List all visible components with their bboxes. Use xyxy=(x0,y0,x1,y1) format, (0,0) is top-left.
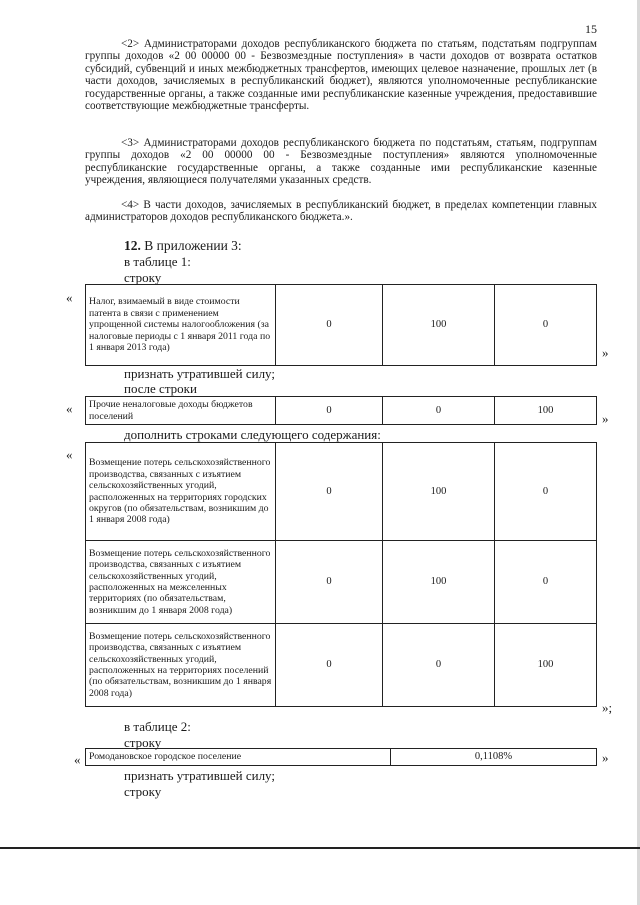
footnote-2: <2> Администраторами доходов республиканского бюджета по статьям, подстатьям подгруппам группы доходов «2 00 00000 00 - Безвозмездные поступления» в части доходов от возврата остатков субсидий, субвенций и иных межбюджетных трансфертов, имеющих целевое назначение, прошлых лет (в части доходов, зачисляемых в республиканский бюджет), являются уполномоченные республиканские государственные органы, а также созданные ими республиканские казенные учреждения, предоставившие соответствующие межбюджетные трансферты. xyxy=(85,38,597,113)
recognize-invalid: признать утратившей силу; xyxy=(124,366,275,381)
close-quote: » xyxy=(602,750,609,765)
page-number: 15 xyxy=(585,22,597,36)
close-quote: » xyxy=(602,345,609,360)
row-label: Ромодановское городское поселение xyxy=(86,749,391,766)
cell-value: 100 xyxy=(383,285,495,366)
table-other-income xyxy=(85,396,597,425)
section-title: В приложении 3: xyxy=(144,238,242,253)
recognize-invalid: признать утратившей силу; xyxy=(124,768,275,783)
row-word: строку xyxy=(124,784,162,799)
footnote-3: <3> Администраторами доходов республиканского бюджета по подстатьям, статьям, подгруппам группы доходов «2 00 00000 00 - Безвозмездные поступления» являются уполномоченные республиканские государственные органы, а также созданные ими республиканские казенные учреждения, являющиеся получателями указанных средств. xyxy=(85,137,597,187)
footnote-4: <4> В части доходов, зачисляемых в республиканский бюджет, в пределах компетенции главных администраторов доходов республиканского бюджета.». xyxy=(85,199,597,224)
table1-label: в таблице 1: xyxy=(124,254,191,269)
table-row xyxy=(86,749,597,766)
cell-value: 100 xyxy=(383,541,495,624)
cell-value: 0 xyxy=(495,443,597,541)
row-label: Прочие неналоговые доходы бюджетов поселений xyxy=(86,397,276,425)
close-quote: » xyxy=(602,411,609,426)
table-row xyxy=(86,541,597,624)
cell-value: 0 xyxy=(276,285,383,366)
cell-value: 100 xyxy=(495,397,597,425)
row-label: Возмещение потерь сельскохозяйственного производства, связанных с изъятием сельскохозяйственных угодий, расположенных на межселенных территориях (по обязательствам, возникшим до 1 января 2008 года) xyxy=(86,541,276,624)
table-patent xyxy=(85,284,597,366)
add-rows-instruction: дополнить строками следующего содержания: xyxy=(124,427,381,442)
open-quote: « xyxy=(74,752,81,767)
table-added-rows xyxy=(85,442,597,707)
cell-value: 0 xyxy=(276,541,383,624)
section-heading xyxy=(124,238,242,254)
table-row xyxy=(86,624,597,707)
cell-value: 100 xyxy=(495,624,597,707)
cell-value: 0,1108% xyxy=(391,749,597,766)
after-row: после строки xyxy=(124,381,197,396)
table2-label: в таблице 2: xyxy=(124,719,191,734)
cell-value: 0 xyxy=(495,541,597,624)
open-quote: « xyxy=(66,447,73,462)
cell-value: 0 xyxy=(276,624,383,707)
cell-value: 0 xyxy=(495,285,597,366)
row-label: Налог, взимаемый в виде стоимости патента в связи с применением упрощенной системы налогообложения (за налоговые периоды с 1 января 2011 года по 1 января 2013 года) xyxy=(86,285,276,366)
cell-value: 0 xyxy=(383,624,495,707)
row-word: строку xyxy=(124,270,162,285)
table-romodanovo xyxy=(85,748,597,766)
row-label: Возмещение потерь сельскохозяйственного производства, связанных с изъятием сельскохозяйственных угодий, расположенных на территориях поселений (по обязательствам, возникшим до 1 января 2008 года) xyxy=(86,624,276,707)
table-row xyxy=(86,285,597,366)
open-quote: « xyxy=(66,401,73,416)
row-label: Возмещение потерь сельскохозяйственного производства, связанных с изъятием сельскохозяйственных угодий, расположенных на территориях городских округов (по обязательствам, возникшим до 1 января 2008 года) xyxy=(86,443,276,541)
close-quote: »; xyxy=(602,700,613,715)
cell-value: 0 xyxy=(276,443,383,541)
row-word: строку xyxy=(124,735,162,750)
section-number: 12. xyxy=(124,238,141,253)
cell-value: 0 xyxy=(276,397,383,425)
table-row xyxy=(86,397,597,425)
bottom-rule xyxy=(0,847,640,849)
table-row xyxy=(86,443,597,541)
open-quote: « xyxy=(66,290,73,305)
cell-value: 100 xyxy=(383,443,495,541)
cell-value: 0 xyxy=(383,397,495,425)
